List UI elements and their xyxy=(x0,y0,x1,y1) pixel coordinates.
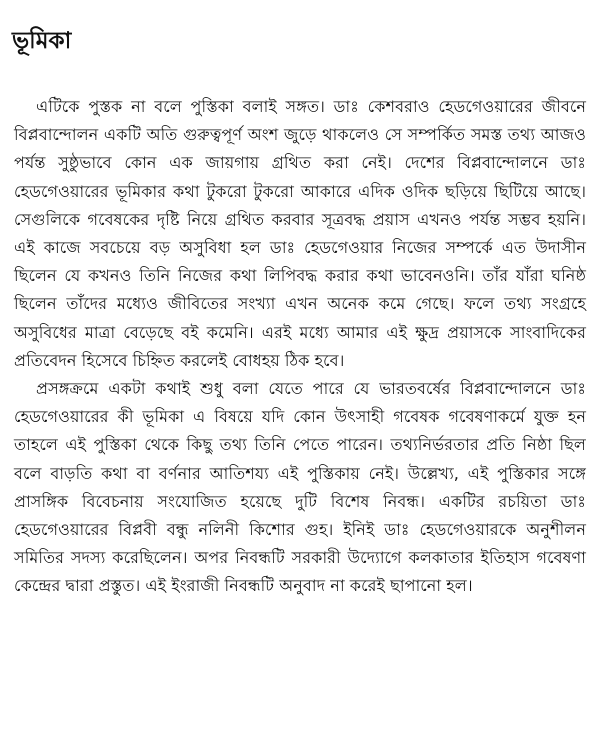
page-title: ভূমিকা xyxy=(12,28,72,54)
body-text xyxy=(14,93,586,601)
paragraph-2: প্রসঙ্গক্রমে একটা কথাই শুধু বলা যেতে পারে যে ভারতবর্ষের বিপ্লবান্দোলনে ডাঃ হেডগেওয়ারের কী ভূমিকা এ বিষয়ে যদি কোন উৎসাহী গবেষক গবেষণাকর্মে যুক্ত হন তাহলে এই পুস্তিকা থেকে কিছু তথ্য তিনি পেতে পারেন। তথ্যনির্ভরতার প্রতি নিষ্ঠা ছিল বলে বাড়তি কথা বা বর্ণনার আতিশয্য এই পুস্তিকায় নেই। উল্লেখ্য, এই পুস্তিকার সঙ্গে প্রাসঙ্গিক বিবেচনায় সংযোজিত হয়েছে দুটি বিশেষ নিবন্ধ। একটির রচয়িতা ডাঃ হেডগেওয়ারের বিপ্লবী বন্ধু নলিনী কিশোর গুহ। ইনিই ডাঃ হেডগেওয়ারকে অনুশীলন সমিতির সদস্য করেছিলেন। অপর নিবন্ধটি সরকারী উদ্যোগে কলকাতার ইতিহাস গবেষণা কেন্দ্রের দ্বারা প্রস্তুত। এই ইংরাজী নিবন্ধটি অনুবাদ না করেই ছাপানো হল। xyxy=(14,379,586,596)
paragraph-1: এটিকে পুস্তক না বলে পুস্তিকা বলাই সঙ্গত। ডাঃ কেশবরাও হেডগেওয়ারের জীবনে বিপ্লবান্দোলন একটি অতি গুরুত্বপূর্ণ অংশ জুড়ে থাকলেও সে সম্পর্কিত সমস্ত তথ্য আজও পর্যন্ত সুষ্ঠুভাবে কোন এক জায়গায় গ্রথিত করা নেই। দেশের বিপ্লবান্দোলনে ডাঃ হেডগেওয়ারের ভূমিকার কথা টুকরো টুকরো আকারে এদিক ওদিক ছড়িয়ে ছিটিয়ে আছে। সেগুলিকে গবেষকের দৃষ্টি নিয়ে গ্রথিত করবার সূত্রবদ্ধ প্রয়াস এখনও পর্যন্ত সম্ভব হয়নি। এই কাজে সবচেয়ে বড় অসুবিধা হল ডাঃ হেডগেওয়ার নিজের সম্পর্কে এত উদাসীন ছিলেন যে কখনও তিনি নিজের কথা লিপিবদ্ধ করার কথা ভাবেনওনি। তাঁর যাঁরা ঘনিষ্ঠ ছিলেন তাঁদের মধ্যেও জীবিতের সংখ্যা এখন অনেক কমে গেছে। ফলে তথ্য সংগ্রহে অসুবিধের মাত্রা বেড়েছে বই কমেনি। এরই মধ্যে আমার এই ক্ষুদ্র প্রয়াসকে সাংবাদিকের প্রতিবেদন হিসেবে চিহ্নিত করলেই বোধহয় ঠিক হবে। xyxy=(14,97,586,370)
